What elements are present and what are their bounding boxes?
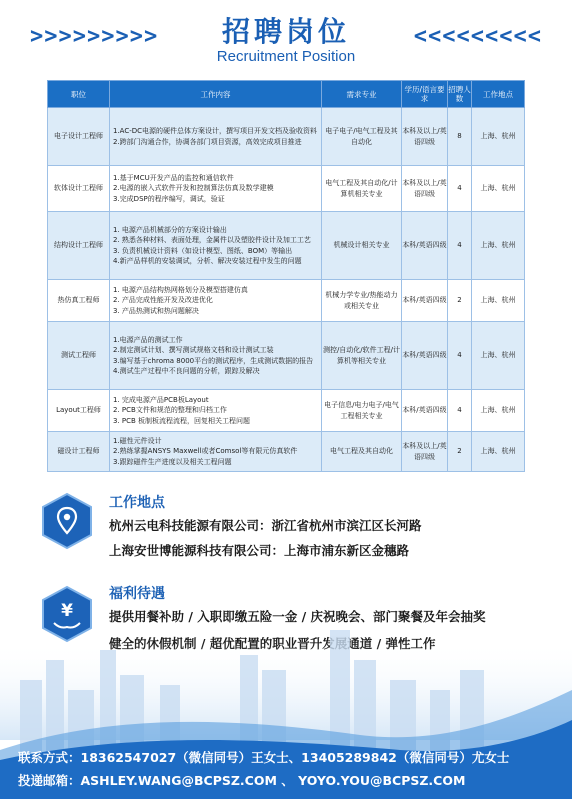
cell-location: 上海、杭州 xyxy=(472,322,525,390)
duty-line: 3. 产品热测试和热问题解决 xyxy=(113,306,199,315)
cell-count: 2 xyxy=(448,280,472,322)
cell-count: 4 xyxy=(448,166,472,212)
table-header-row xyxy=(48,81,525,108)
cell-duties xyxy=(110,322,322,390)
cell-count: 2 xyxy=(448,432,472,472)
cell-duties xyxy=(110,432,322,472)
duty-line: 3.完成DSP的程序编写，调试，验证 xyxy=(113,194,225,203)
cell-location: 上海、杭州 xyxy=(472,108,525,166)
location-pin-icon xyxy=(40,492,94,550)
duty-line: 2. PCB文件和规范的整理和归档工作 xyxy=(113,406,227,415)
duty-line: 1. 完成电源产品PCB板Layout xyxy=(113,396,209,405)
table-row xyxy=(48,322,525,390)
arrows-right-decoration: <<<<<<<<< xyxy=(413,24,542,49)
duty-line: 2.跨部门沟通合作，协调各部门项目资源，高效完成项目推进 xyxy=(113,137,302,146)
arrows-left-decoration: >>>>>>>>> xyxy=(30,24,159,49)
col-header-education: 学历/语言要求 xyxy=(402,81,448,108)
duty-line: 2.制定测试计划、撰写测试规格文档和设计测试工装 xyxy=(113,346,274,355)
cell-education: 本科及以上/英语四级 xyxy=(402,432,448,472)
contact-email[interactable]: 投递邮箱：ASHLEY.WANG@BCPSZ.COM 、 YOYO.YOU@BCPSZ.COM xyxy=(18,773,466,788)
duty-line: 2. 熟悉各种材料、表面处理，金属件以及塑胶件设计及加工工艺 xyxy=(113,236,311,245)
duty-line: 1. 电源产品结构热网格划分及模型搭建仿真 xyxy=(113,286,248,295)
cell-position: 测试工程师 xyxy=(48,322,110,390)
duty-line: 3. 负责机械设计资料（如设计模型、图纸、BOM）等输出 xyxy=(113,246,293,255)
cell-major: 电气工程及其自动化 xyxy=(322,432,402,472)
cell-position: 电子设计工程师 xyxy=(48,108,110,166)
col-header-location: 工作地点 xyxy=(472,81,525,108)
duty-line: 1. 电源产品机械部分的方案设计输出 xyxy=(113,226,227,235)
cell-education: 本科及以上/英语四级 xyxy=(402,166,448,212)
table-row xyxy=(48,166,525,212)
cell-major: 机械设计相关专业 xyxy=(322,212,402,280)
col-header-duties: 工作内容 xyxy=(110,81,322,108)
table-row xyxy=(48,280,525,322)
duty-line: 2.电源的嵌入式软件开发和控制算法仿真及数学建模 xyxy=(113,184,274,193)
cell-major: 电子电子/电气工程及其自动化 xyxy=(322,108,402,166)
duty-line: 3.编写基于chroma 8000平台的测试程序，生成测试数据的报告 xyxy=(113,356,314,365)
cell-education: 本科/英语四级 xyxy=(402,322,448,390)
cell-position: 磁设计工程师 xyxy=(48,432,110,472)
cell-education: 本科/英语四级 xyxy=(402,390,448,432)
benefits-title: 福利待遇 xyxy=(109,586,165,602)
cell-major: 电子信息/电力电子/电气工程相关专业 xyxy=(322,390,402,432)
table-row xyxy=(48,212,525,280)
page-subtitle: Recruitment Position xyxy=(216,48,356,65)
cell-position: 结构设计工程师 xyxy=(48,212,110,280)
col-header-major: 需求专业 xyxy=(322,81,402,108)
svg-text:¥: ¥ xyxy=(61,601,73,621)
cell-count: 4 xyxy=(448,212,472,280)
cell-major: 电气工程及其自动化/计算机相关专业 xyxy=(322,166,402,212)
cell-education: 本科/英语四级 xyxy=(402,280,448,322)
col-header-position: 职位 xyxy=(48,81,110,108)
cell-location: 上海、杭州 xyxy=(472,432,525,472)
cell-count: 8 xyxy=(448,108,472,166)
cell-major: 测控/自动化/软件工程/计算机等相关专业 xyxy=(322,322,402,390)
cell-major: 机械力学专业/热能动力或相关专业 xyxy=(322,280,402,322)
cell-duties xyxy=(110,212,322,280)
duty-line: 3.跟踪磁件生产进度以及相关工程问题 xyxy=(113,457,232,466)
duty-line: 4.新产品样机的安装调试，分析、解决安装过程中发生的问题 xyxy=(113,256,302,265)
location-line-shanghai: 上海安世博能源科技有限公司：上海市浦东新区金穗路 xyxy=(109,543,410,558)
location-line-hangzhou: 杭州云电科技能源有限公司：浙江省杭州市滨江区长河路 xyxy=(109,518,422,533)
cell-location: 上海、杭州 xyxy=(472,212,525,280)
cell-duties xyxy=(110,390,322,432)
benefits-line-1: 提供用餐补助 / 入职即缴五险一金 / 庆祝晚会、部门聚餐及年会抽奖 xyxy=(109,609,486,624)
table-row xyxy=(48,432,525,472)
duty-line: 1.电源产品的测试工作 xyxy=(113,336,183,345)
cell-location: 上海、杭州 xyxy=(472,166,525,212)
cell-duties xyxy=(110,280,322,322)
page-title: 招聘岗位 xyxy=(221,15,350,48)
header xyxy=(0,0,572,76)
duty-line: 1.磁性元件设计 xyxy=(113,437,162,446)
contact-phone: 联系方式：18362547027（微信同号）王女士、13405289842（微信同号）尤女士 xyxy=(18,750,510,765)
cell-count: 4 xyxy=(448,322,472,390)
duty-line: 4.测试生产过程中不良问题的分析，跟踪及解决 xyxy=(113,366,260,375)
location-section xyxy=(0,492,572,558)
table-row xyxy=(48,390,525,432)
duty-line: 3. PCB 板制板流程流程，回复相关工程问题 xyxy=(113,416,251,425)
col-header-count: 招聘人数 xyxy=(448,81,472,108)
cell-count: 4 xyxy=(448,390,472,432)
recruitment-table xyxy=(47,80,524,472)
duty-line: 1.AC-DC电源的硬件总体方案设计，撰写项目开发文档及验收资料 xyxy=(113,127,318,136)
cell-position: 热仿真工程师 xyxy=(48,280,110,322)
cell-education: 本科及以上/英语四级 xyxy=(402,108,448,166)
location-title: 工作地点 xyxy=(109,495,165,511)
cell-location: 上海、杭州 xyxy=(472,280,525,322)
cell-position: 软体设计工程师 xyxy=(48,166,110,212)
duty-line: 1.基于MCU开发产品的监控和通信软件 xyxy=(113,174,234,183)
cell-duties xyxy=(110,108,322,166)
skyline-background xyxy=(0,600,572,799)
cell-education: 本科/英语四级 xyxy=(402,212,448,280)
duty-line: 2. 产品完成性能开发及改进优化 xyxy=(113,296,213,305)
duty-line: 2.熟练掌握ANSYS Maxwell或者Comsol等有限元仿真软件 xyxy=(113,447,298,456)
table-row xyxy=(48,108,525,166)
cell-position: Layout工程师 xyxy=(48,390,110,432)
cell-duties xyxy=(110,166,322,212)
cell-location: 上海、杭州 xyxy=(472,390,525,432)
